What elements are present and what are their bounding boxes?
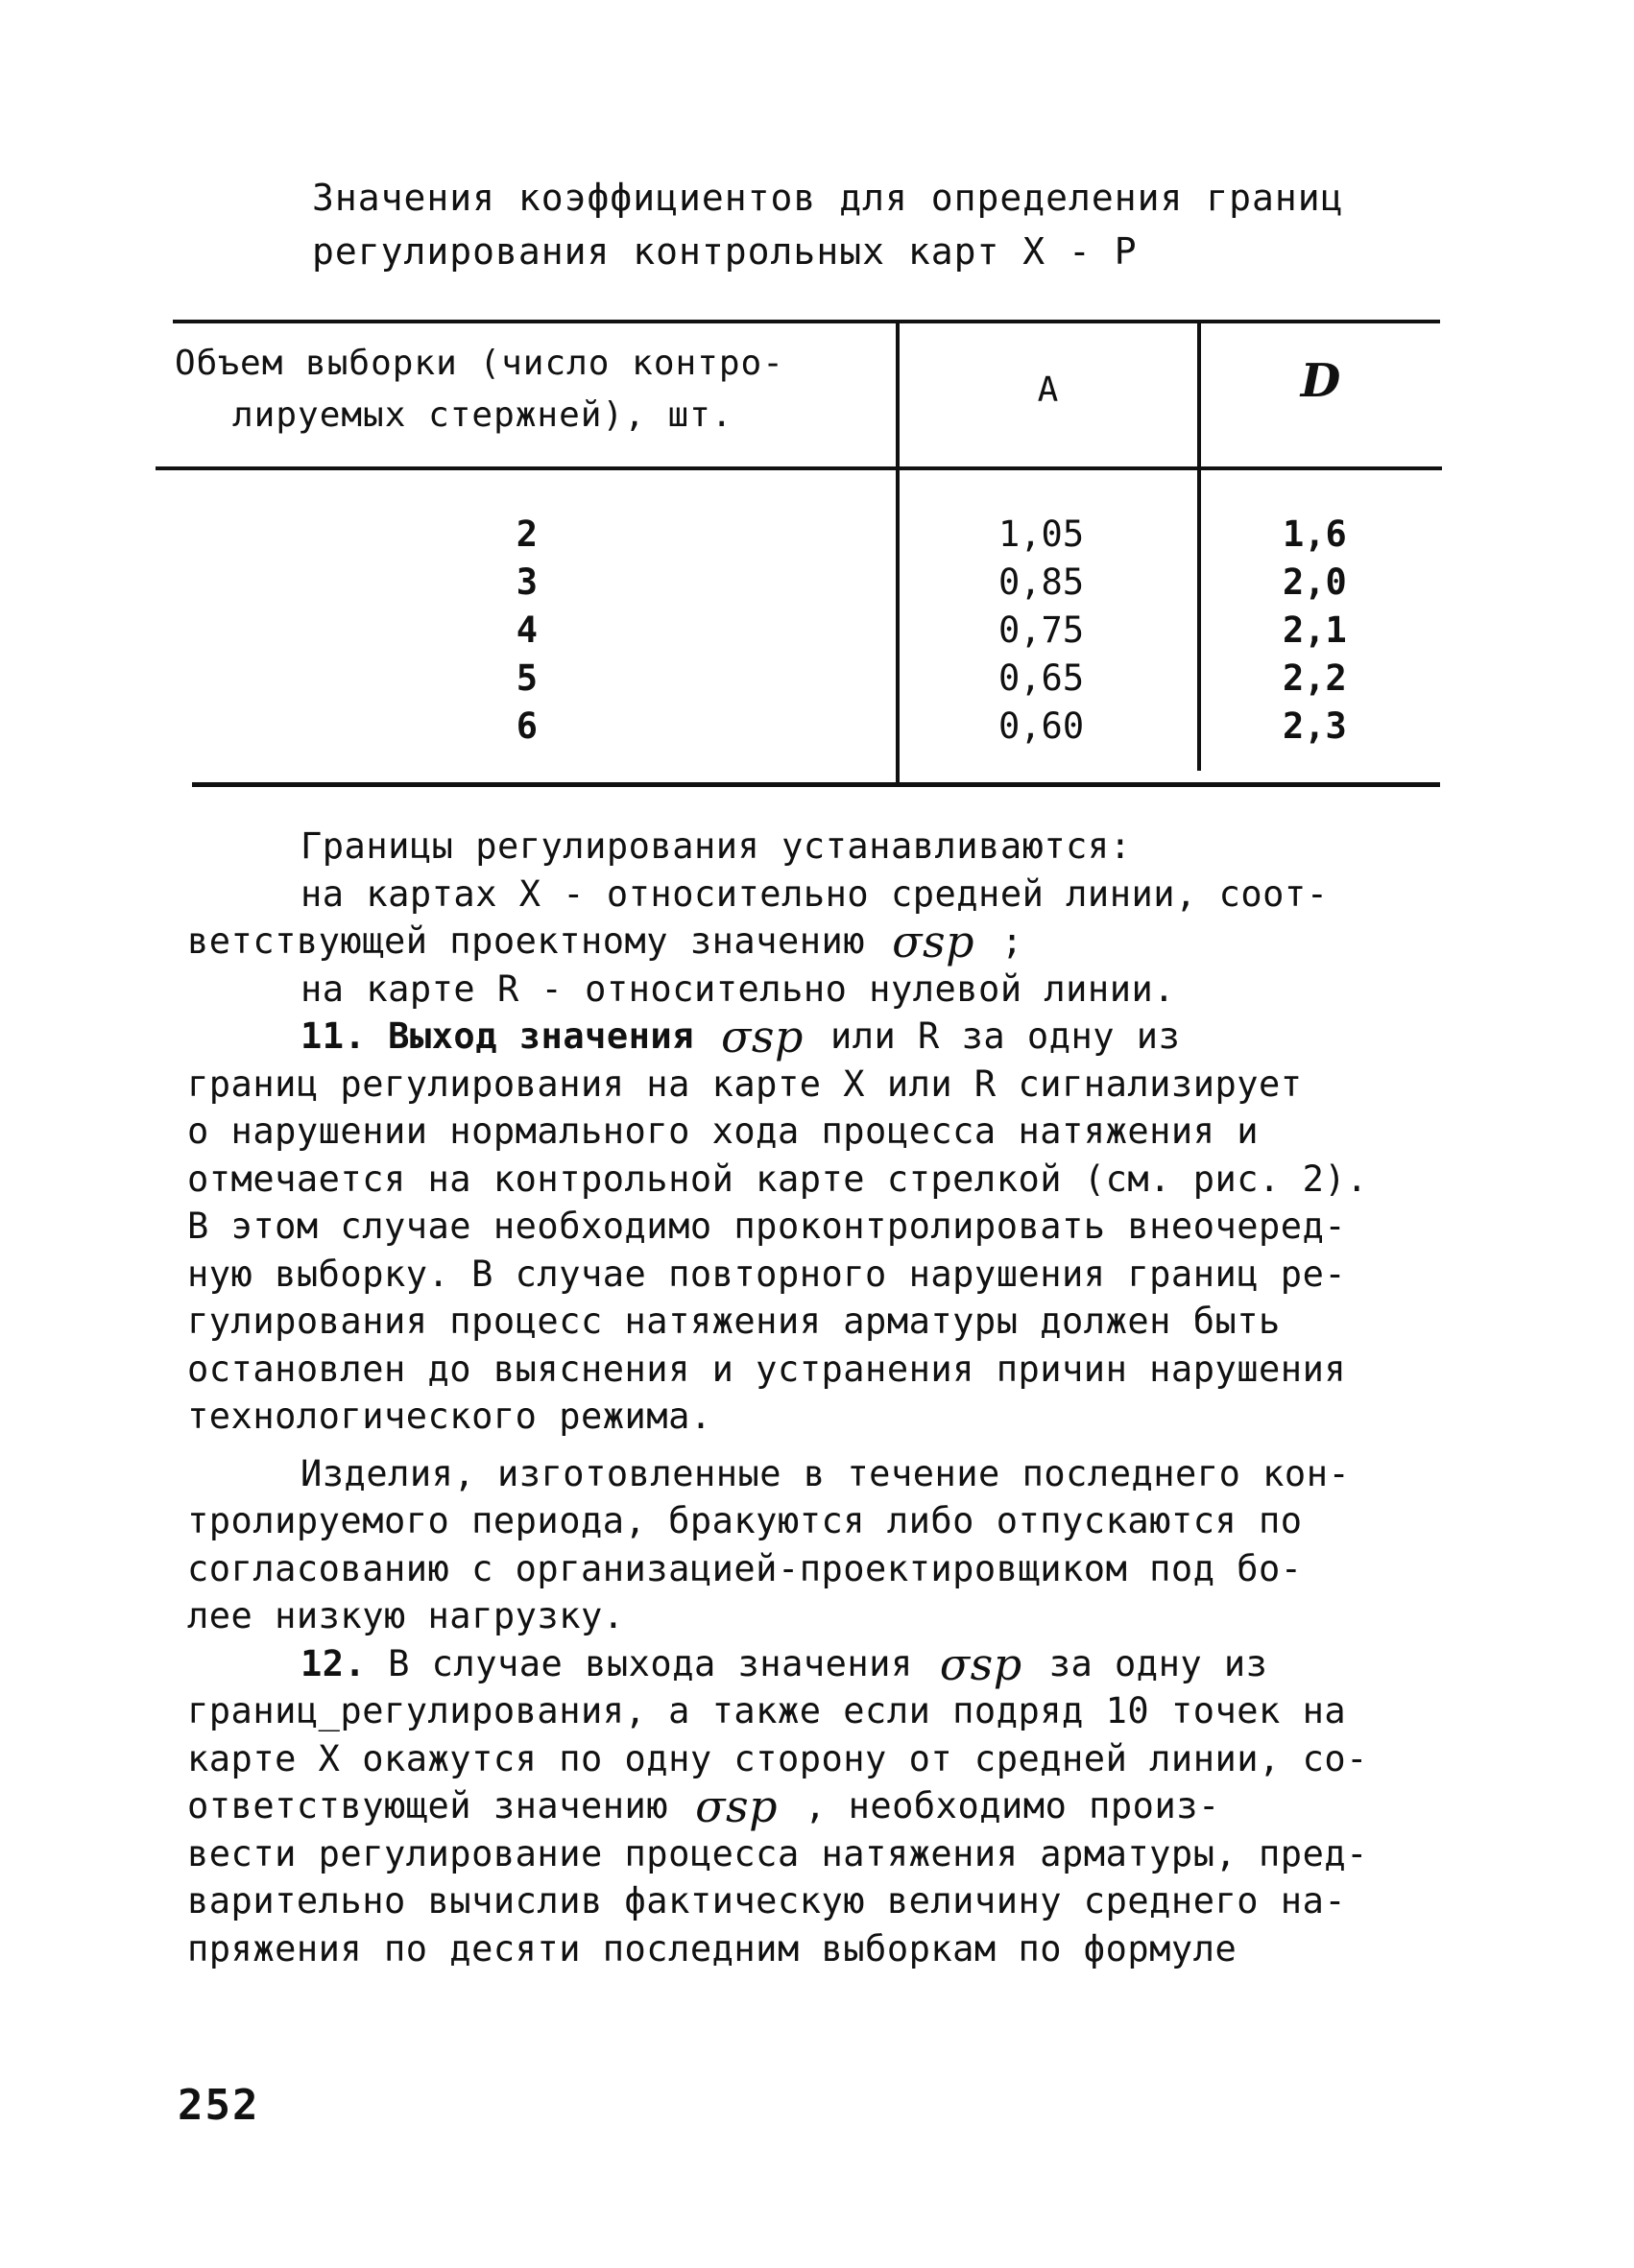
paragraph-line: границ регулирования на карте X или R сигнализирует [187, 1062, 1303, 1105]
clause-number: 11. [300, 1015, 367, 1057]
header-sample-size [175, 338, 885, 442]
paragraph-line: лее низкую нагрузку. [187, 1595, 625, 1636]
text-span: ; [1001, 920, 1023, 962]
paragraph-line: В этом случае необходимо проконтролировать внеочеред- [187, 1206, 1347, 1247]
text-span: В случае выхода значения [388, 1642, 913, 1684]
header-coefficient-a: А [1037, 370, 1060, 410]
table-top-rule [173, 320, 1440, 323]
paragraph-line: отмечается на контрольной карте стрелкой (см. рис. 2). [187, 1158, 1368, 1200]
text-span: ветствующей проектному значению [187, 920, 866, 962]
paragraph-line: на картах X - относительно средней линии, соот- [300, 872, 1329, 915]
coefficient-d-column [1283, 511, 1427, 751]
table-bottom-rule [192, 782, 1440, 787]
paragraph-line: тролируемого периода, бракуются либо отпускаются по [187, 1500, 1303, 1541]
header-sample-line-2: лируемых стержней), шт. [232, 395, 733, 435]
table-cell: 2,1 [1283, 609, 1347, 651]
text-span: за одну из [1048, 1642, 1268, 1684]
caption-line-2: регулирования контрольных карт X - P [312, 230, 1138, 273]
table-cell: 1,6 [1283, 513, 1347, 555]
page-number: 252 [178, 2081, 260, 2130]
table-cell: 5 [516, 657, 538, 699]
paragraph-line: на карте R - относительно нулевой линии. [300, 967, 1176, 1010]
table-cell: 1,05 [998, 513, 1085, 555]
caption-line-1: Значения коэффициентов для определения границ [312, 177, 1344, 219]
text-span: Выход значения [388, 1015, 694, 1057]
table-cell: 0,75 [998, 609, 1085, 651]
body-text [187, 823, 1445, 1972]
table-cell: 4 [516, 609, 538, 651]
paragraph-line: о нарушении нормального хода процесса натяжения и [187, 1110, 1260, 1152]
paragraph-line [187, 1637, 1445, 1690]
table-cell: 2,2 [1283, 657, 1347, 699]
table-cell: 2,3 [1283, 705, 1347, 747]
table-cell: 0,60 [998, 705, 1085, 747]
paragraph-line: остановлен до выяснения и устранения причин нарушения [187, 1348, 1347, 1390]
table-cell: 3 [516, 561, 538, 603]
sigma-sp-symbol: σsp [939, 1637, 1022, 1690]
paragraph-line: ную выборку. В случае повторного нарушения границ ре- [187, 1253, 1347, 1295]
text-span: ответствующей значению [187, 1785, 669, 1826]
clause-number: 12. [300, 1642, 367, 1684]
text-span: или R за одну из [829, 1015, 1181, 1057]
table-cell: 2 [516, 513, 538, 555]
paragraph-line: согласованию с организацией-проектировщиком под бо- [187, 1547, 1303, 1589]
table-caption [312, 171, 1416, 278]
table-cell: 6 [516, 705, 538, 747]
paragraph-line: пряжения по десяти последним выборкам по формуле [187, 1927, 1238, 1970]
table-cell: 0,85 [998, 561, 1085, 603]
sigma-sp-symbol: σsp [892, 916, 975, 967]
sigma-sp-symbol: σsp [695, 1780, 779, 1832]
sample-size-column [422, 511, 538, 751]
paragraph-line: границ_регулирования, а также если подряд 10 точек на [187, 1690, 1347, 1731]
text-span: , необходимо произ- [805, 1785, 1220, 1826]
table-cell: 2,0 [1283, 561, 1347, 603]
paragraph-line: карте X окажутся по одну сторону от средней линии, со- [187, 1737, 1368, 1779]
table-cell: 0,65 [998, 657, 1085, 699]
coefficient-a-column [998, 511, 1152, 751]
paragraph-line: вести регулирование процесса натяжения арматуры, пред- [187, 1832, 1368, 1874]
paragraph-line [187, 1782, 1445, 1830]
paragraph-line: гулирования процесс натяжения арматуры должен быть [187, 1301, 1281, 1342]
table-header-rule [156, 466, 1442, 470]
header-coefficient-d: D [1300, 354, 1342, 408]
header-sample-line-1: Объем выборки (число контро- [175, 344, 784, 383]
paragraph-line: варительно вычислив фактическую величину среднего на- [187, 1880, 1347, 1922]
paragraph-line: технологического режима. [187, 1396, 712, 1437]
paragraph-line [187, 918, 1445, 966]
paragraph-line: Границы регулирования устанавливаются: [300, 825, 1132, 867]
sigma-sp-symbol: σsp [720, 1011, 804, 1062]
paragraph-line: Изделия, изготовленные в течение последнего кон- [300, 1452, 1351, 1494]
paragraph-line [187, 1013, 1445, 1061]
